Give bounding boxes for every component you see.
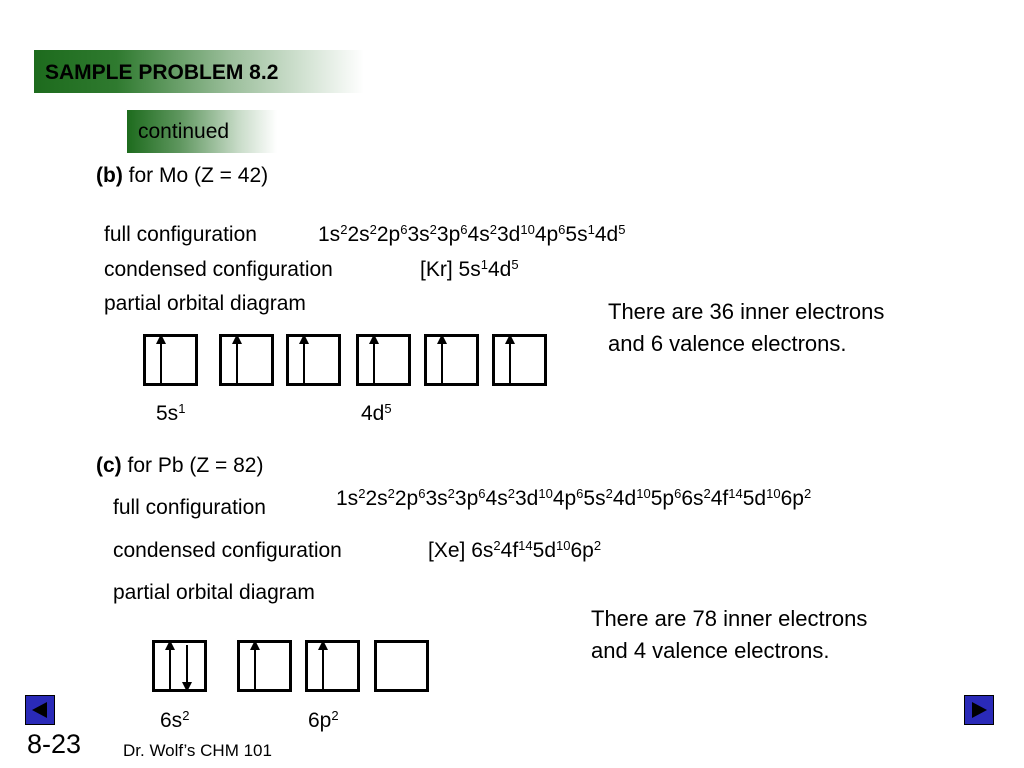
subshell-term: $6s^2$ [160, 707, 190, 732]
previous-slide-button[interactable] [25, 695, 55, 725]
orbital-box [424, 334, 479, 386]
subshell-term: $4s^2$ [485, 485, 515, 510]
subshell-term: $4s^2$ [467, 221, 497, 246]
subshell-term: $5s^1$ [565, 221, 595, 246]
spin-up-arrow-icon [322, 649, 324, 689]
subshell-term: $3s^2$ [425, 485, 455, 510]
mo-full-config-label: full configuration [104, 223, 257, 246]
pb-condensed-config [428, 539, 601, 563]
slide-number: 8-23 [27, 729, 82, 759]
subshell-term: $3d^{10}$ [514, 485, 553, 510]
subshell-term: $4d^5$ [361, 400, 392, 425]
subshell-term: $5s^2$ [583, 485, 613, 510]
orbital-box [286, 334, 341, 386]
mo-full-config [318, 223, 625, 247]
part-c-label: (c) [96, 454, 122, 477]
mo-condensed-config [420, 258, 519, 282]
subshell-term: $5s^1$ [156, 400, 186, 425]
spin-up-arrow-icon [169, 649, 171, 689]
pb-electron-note-2: and 4 valence electrons. [591, 638, 830, 663]
subshell-term: $1s^2$ [336, 485, 366, 510]
part-c-heading-text: for Pb (Z = 82) [127, 454, 264, 477]
subshell-term: $5d^{10}$ [742, 485, 781, 510]
subshell-term: $4d^5$ [487, 256, 519, 281]
subshell-term: $2p^6$ [376, 221, 408, 246]
subshell-term: $4p^6$ [534, 221, 566, 246]
orbital-box [492, 334, 547, 386]
orbital-box [356, 334, 411, 386]
subshell-term: $1s^2$ [318, 221, 348, 246]
subshell-term: $2p^6$ [394, 485, 426, 510]
spin-down-arrow-icon [186, 645, 188, 683]
subshell-term: $3s^2$ [407, 221, 437, 246]
pb-full-config [336, 487, 811, 511]
subshell-term: $3d^{10}$ [496, 221, 535, 246]
continued-banner [127, 110, 277, 153]
left-arrow-icon [32, 702, 47, 718]
orbital-box [152, 640, 207, 692]
orbital-box [374, 640, 429, 692]
spin-up-arrow-icon [509, 343, 511, 383]
orbital-box [219, 334, 274, 386]
spin-up-arrow-icon [160, 343, 162, 383]
part-b-heading-text: for Mo (Z = 42) [128, 164, 269, 187]
subshell-term: $4f^{14}$ [710, 485, 743, 510]
subshell-term: $3p^6$ [436, 221, 468, 246]
mo-electron-note-1: There are 36 inner electrons [608, 299, 885, 324]
subshell-term: $6s^2$ [681, 485, 711, 510]
subshell-term: $4d^{10}$ [612, 485, 651, 510]
mo-electron-note-2: and 6 valence electrons. [608, 331, 847, 356]
right-arrow-icon [972, 702, 987, 718]
subshell-term: $3p^6$ [454, 485, 486, 510]
spin-up-arrow-icon [236, 343, 238, 383]
mo-condensed-prefix: [Kr] [420, 258, 459, 281]
part-b-label: (b) [96, 164, 123, 187]
title-banner [34, 50, 364, 93]
subshell-term: $5p^6$ [650, 485, 682, 510]
orbital-box [237, 640, 292, 692]
subshell-term: $2s^2$ [365, 485, 395, 510]
part-c-heading [96, 454, 263, 478]
subshell-term: $5d^{10}$ [532, 537, 571, 562]
spin-up-arrow-icon [441, 343, 443, 383]
next-slide-button[interactable] [964, 695, 994, 725]
subshell-term: $4d^5$ [594, 221, 626, 246]
mo-5s-label [156, 402, 185, 426]
mo-condensed-config-label: condensed configuration [104, 258, 333, 281]
spin-up-arrow-icon [373, 343, 375, 383]
course-credit: Dr. Wolf’s CHM 101 [123, 741, 272, 760]
mo-partial-diagram-label: partial orbital diagram [104, 292, 306, 315]
orbital-box [305, 640, 360, 692]
pb-6p-label [308, 709, 339, 733]
mo-4d-label [361, 402, 392, 426]
pb-6s-label [160, 709, 189, 733]
pb-partial-diagram-label: partial orbital diagram [113, 581, 315, 604]
continued-label: continued [138, 120, 230, 143]
orbital-box [143, 334, 198, 386]
spin-up-arrow-icon [254, 649, 256, 689]
subshell-term: $6p^2$ [780, 485, 812, 510]
pb-condensed-prefix: [Xe] [428, 539, 472, 562]
subshell-term: $4p^6$ [552, 485, 584, 510]
pb-full-config-label: full configuration [113, 496, 266, 519]
subshell-term: $6s^2$ [471, 537, 501, 562]
subshell-term: $5s^1$ [458, 256, 488, 281]
pb-condensed-config-label: condensed configuration [113, 539, 342, 562]
subshell-term: $4f^{14}$ [500, 537, 533, 562]
spin-up-arrow-icon [303, 343, 305, 383]
subshell-term: $6p^2$ [570, 537, 602, 562]
subshell-term: $2s^2$ [347, 221, 377, 246]
part-b-heading [96, 164, 268, 188]
subshell-term: $6p^2$ [308, 707, 339, 732]
slide-title: SAMPLE PROBLEM 8.2 [45, 61, 279, 84]
pb-electron-note-1: There are 78 inner electrons [591, 606, 868, 631]
